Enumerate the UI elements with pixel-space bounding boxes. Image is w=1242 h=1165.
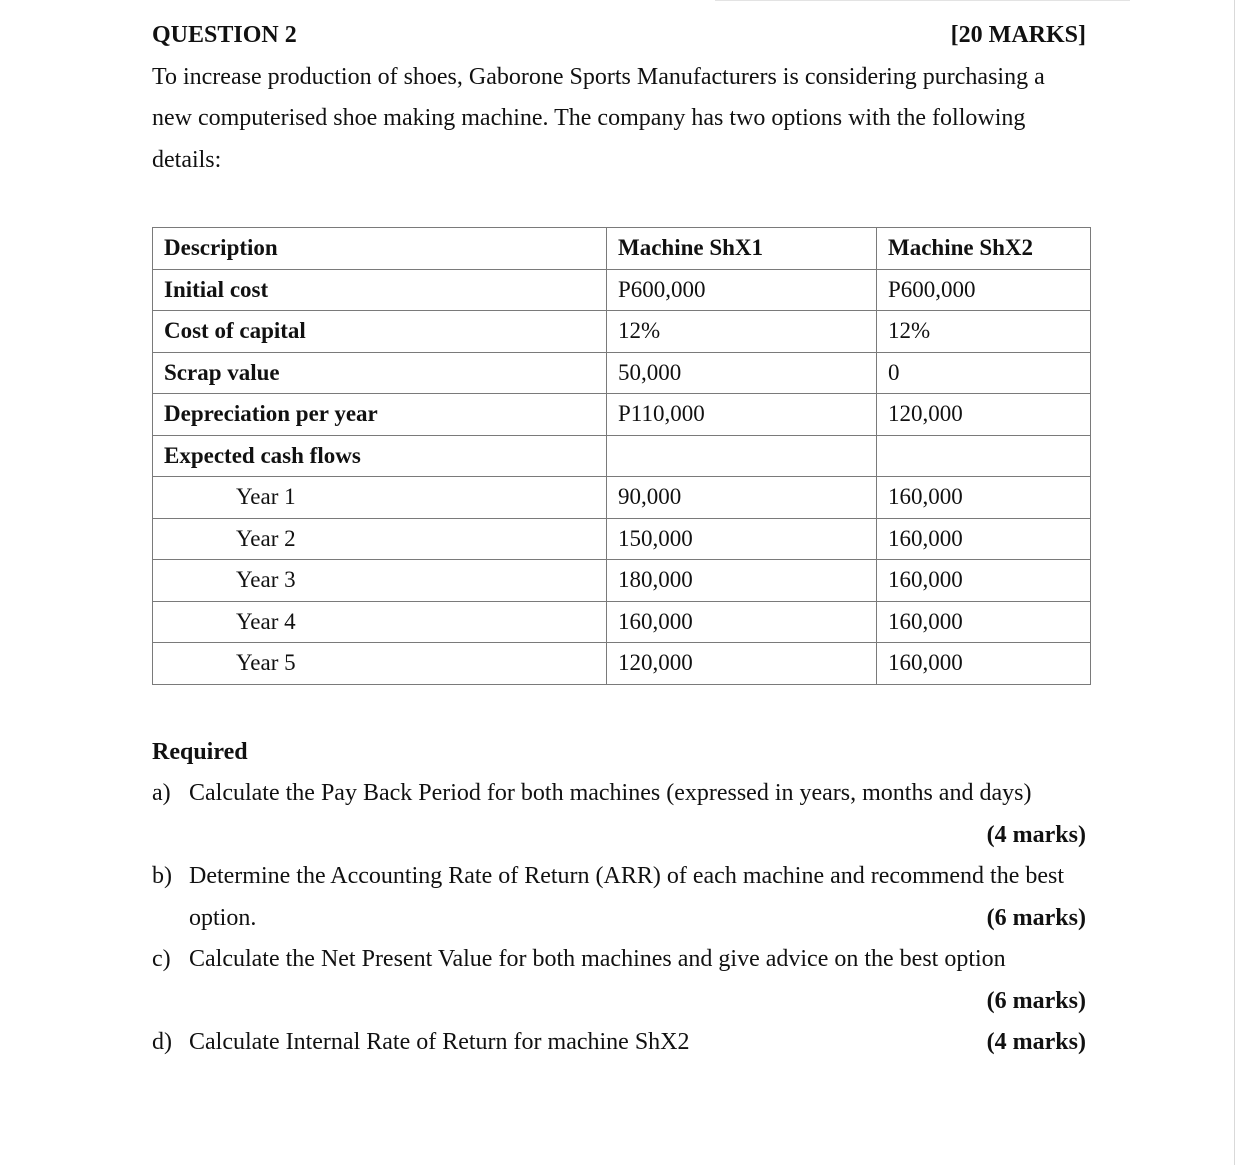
- cell-shx1: 160,000: [607, 601, 877, 643]
- table-row: [153, 311, 1091, 353]
- row-label: Expected cash flows: [153, 435, 607, 477]
- item-b-marks: (6 marks): [986, 905, 1086, 931]
- item-a-letter: a): [152, 780, 171, 806]
- cell-shx2: [877, 435, 1091, 477]
- cell-shx1: P110,000: [607, 394, 877, 436]
- row-label-year: Year 4: [153, 601, 607, 643]
- item-d-marks: (4 marks): [986, 1029, 1086, 1055]
- row-label-year: Year 2: [153, 518, 607, 560]
- table-row: [153, 560, 1091, 602]
- item-d-text: Calculate Internal Rate of Return for machine ShX2: [189, 1029, 690, 1055]
- item-c-letter: c): [152, 946, 171, 972]
- cell-shx1: 50,000: [607, 352, 877, 394]
- row-label-year: Year 3: [153, 560, 607, 602]
- table-row: [153, 269, 1091, 311]
- cell-shx1: 120,000: [607, 643, 877, 685]
- cell-shx1: 90,000: [607, 477, 877, 519]
- row-label: Depreciation per year: [153, 394, 607, 436]
- item-d-letter: d): [152, 1029, 172, 1055]
- cell-shx1: 12%: [607, 311, 877, 353]
- table-row: [153, 477, 1091, 519]
- intro-line-1: To increase production of shoes, Gaborone Sports Manufacturers is considering purchasing a: [152, 64, 1045, 90]
- table-row: [153, 643, 1091, 685]
- header-machine-shx1: Machine ShX1: [607, 228, 877, 270]
- cell-shx2: P600,000: [877, 269, 1091, 311]
- row-label: Scrap value: [153, 352, 607, 394]
- table-row: [153, 394, 1091, 436]
- cell-shx2: 160,000: [877, 643, 1091, 685]
- cell-shx2: 12%: [877, 311, 1091, 353]
- item-c-marks: (6 marks): [986, 988, 1086, 1014]
- cell-shx1: 150,000: [607, 518, 877, 560]
- row-label: Initial cost: [153, 269, 607, 311]
- machine-details-table: [152, 227, 1091, 685]
- item-b-text-continued: option.: [189, 905, 257, 931]
- cell-shx2: 120,000: [877, 394, 1091, 436]
- table-row: [153, 352, 1091, 394]
- cell-shx2: 0: [877, 352, 1091, 394]
- cell-shx1: 180,000: [607, 560, 877, 602]
- page-right-edge: [1234, 0, 1235, 1165]
- item-b-text: Determine the Accounting Rate of Return (ARR) of each machine and recommend the best: [189, 863, 1065, 889]
- row-label-year: Year 1: [153, 477, 607, 519]
- header-description: Description: [153, 228, 607, 270]
- question-title: QUESTION 2: [152, 22, 297, 48]
- cell-shx2: 160,000: [877, 601, 1091, 643]
- row-label: Cost of capital: [153, 311, 607, 353]
- table-header-row: [153, 228, 1091, 270]
- item-c-text: Calculate the Net Present Value for both machines and give advice on the best option: [189, 946, 1006, 972]
- cell-shx2: 160,000: [877, 477, 1091, 519]
- intro-line-2: new computerised shoe making machine. The company has two options with the following: [152, 105, 1026, 131]
- page-top-edge: [715, 0, 1130, 1]
- table-row: [153, 435, 1091, 477]
- intro-line-3: details:: [152, 147, 222, 173]
- cell-shx1: [607, 435, 877, 477]
- cell-shx1: P600,000: [607, 269, 877, 311]
- item-a-marks: (4 marks): [986, 822, 1086, 848]
- cell-shx2: 160,000: [877, 518, 1091, 560]
- required-heading: Required: [152, 739, 248, 765]
- question-total-marks: [20 MARKS]: [950, 22, 1086, 48]
- item-b-letter: b): [152, 863, 172, 889]
- table-row: [153, 601, 1091, 643]
- table-row: [153, 518, 1091, 560]
- cell-shx2: 160,000: [877, 560, 1091, 602]
- row-label-year: Year 5: [153, 643, 607, 685]
- item-a-text: Calculate the Pay Back Period for both machines (expressed in years, months and days): [189, 780, 1032, 806]
- header-machine-shx2: Machine ShX2: [877, 228, 1091, 270]
